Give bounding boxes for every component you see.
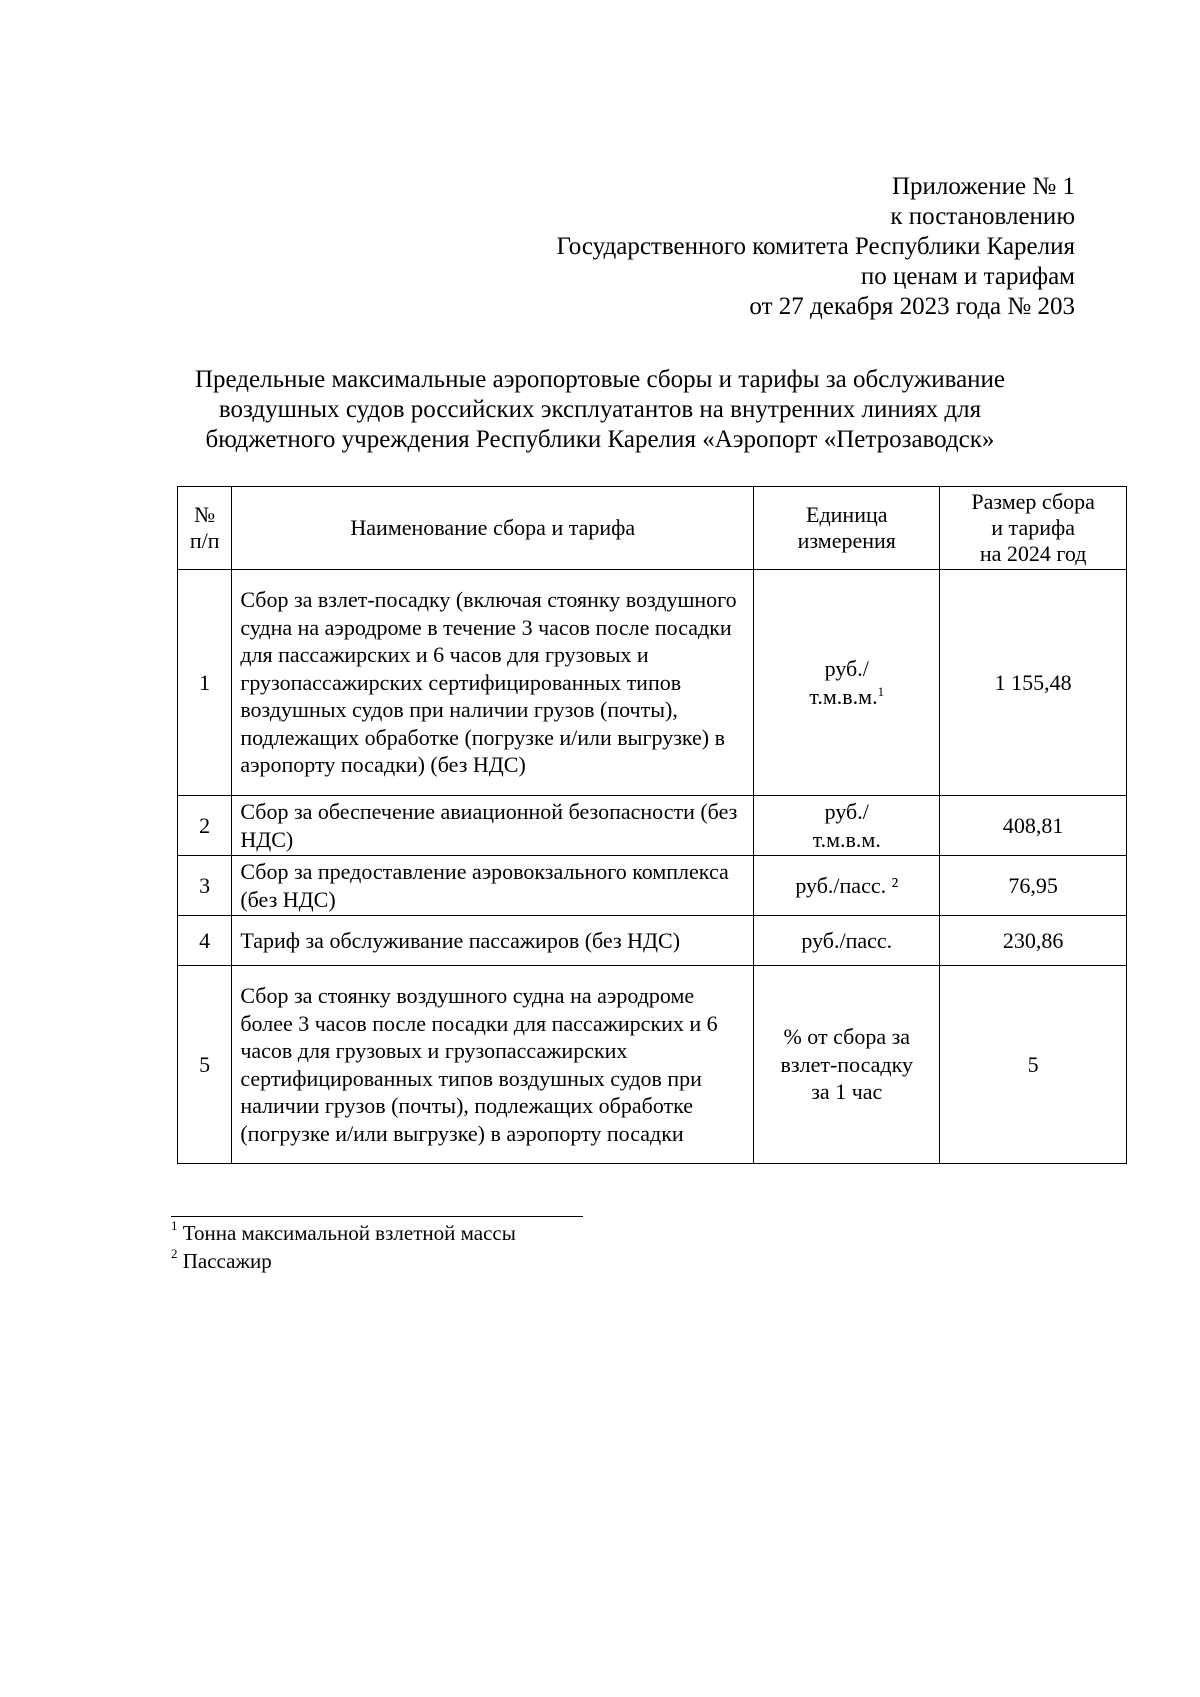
cell-unit: руб./пасс. ² [754,856,940,916]
header-unit [754,487,940,570]
unit-line: % от сбора за [783,1024,911,1050]
cell-value: 76,95 [940,856,1127,916]
unit-line: руб./ [824,799,869,824]
title-line: Предельные максимальные аэропортовые сборы и тарифы за обслуживание [194,366,1006,393]
footnote-mark: 2 [171,1246,178,1261]
cell-name: Сбор за взлет-посадку (включая стоянку воздушного судна на аэродроме в течение 3 часов после посадки для пассажирских и 6 часов для грузовых и грузопассажирских сертифицированных типов воздушных судов при наличии грузов (почты), подлежащих обработке (погрузке и/или выгрузке) в аэропорту посадки) (без НДС) [232,570,754,796]
table-header-row [178,487,1127,570]
cell-unit [754,796,940,856]
footnote-text: Пассажир [182,1249,272,1273]
header-num [178,487,232,570]
unit-line [762,683,931,711]
header-unit-line: Единица [806,502,888,527]
footnote-mark: 1 [171,1218,178,1233]
header-num-line: № [194,502,216,527]
cell-num: 2 [178,796,232,856]
cell-name: Сбор за стоянку воздушного судна на аэродроме более 3 часов после посадки для пассажирских и 6 часов для грузовых и грузопассажирских сертифицированных типов воздушных судов при наличии грузов (почты), подлежащих обработке (погрузке и/или выгрузке) в аэропорту посадки [232,966,754,1164]
cell-name: Тариф за обслуживание пассажиров (без НДС) [232,916,754,966]
unit-line: руб./ [824,656,869,681]
title-line: воздушных судов российских эксплуатантов на внутренних линиях для [218,396,982,423]
footnote [171,1247,516,1275]
footnotes [171,1219,516,1275]
cell-num: 1 [178,570,232,796]
header-value-line: на 2024 год [979,541,1087,566]
footnote-separator [171,1216,583,1217]
unit-text: т.м.в.м. [809,683,878,709]
appendix-line: к постановлению [890,203,1075,230]
unit-line: взлет-посадку [780,1051,913,1077]
footnote [171,1219,516,1247]
table-row [178,856,1127,916]
appendix-line: Государственного комитета Республики Карелия [556,233,1075,260]
document-title [130,365,1070,455]
header-num-line: п/п [189,528,220,553]
footnote-ref: 1 [877,683,885,699]
cell-value: 5 [940,966,1127,1164]
appendix-block [556,172,1075,322]
cell-name: Сбор за обеспечение авиационной безопасности (без НДС) [232,796,754,856]
table-row [178,916,1127,966]
header-value-line: Размер сбора [971,489,1095,514]
cell-name: Сбор за предоставление аэровокзального комплекса (без НДС) [232,856,754,916]
table-row [178,796,1127,856]
cell-value: 408,81 [940,796,1127,856]
unit-line: за 1 час [811,1079,883,1105]
footnote-text: Тонна максимальной взлетной массы [182,1221,516,1245]
cell-num: 4 [178,916,232,966]
cell-unit: руб./пасс. [754,916,940,966]
cell-num: 5 [178,966,232,1164]
header-name: Наименование сбора и тарифа [232,487,754,570]
tariffs-table [177,486,1127,1164]
header-unit-line: измерения [797,528,896,553]
cell-unit [754,570,940,796]
appendix-line: Приложение № 1 [891,173,1075,200]
header-value-line: и тарифа [991,515,1075,540]
unit-line: т.м.в.м. [812,826,881,852]
header-value [940,487,1127,570]
appendix-line: от 27 декабря 2023 года № 203 [749,293,1075,320]
cell-unit [754,966,940,1164]
table-row [178,966,1127,1164]
cell-value: 1 155,48 [940,570,1127,796]
title-line: бюджетного учреждения Республики Карелия «Аэропорт «Петрозаводск» [205,426,995,453]
cell-value: 230,86 [940,916,1127,966]
appendix-line: по ценам и тарифам [860,263,1075,290]
cell-num: 3 [178,856,232,916]
table-row [178,570,1127,796]
